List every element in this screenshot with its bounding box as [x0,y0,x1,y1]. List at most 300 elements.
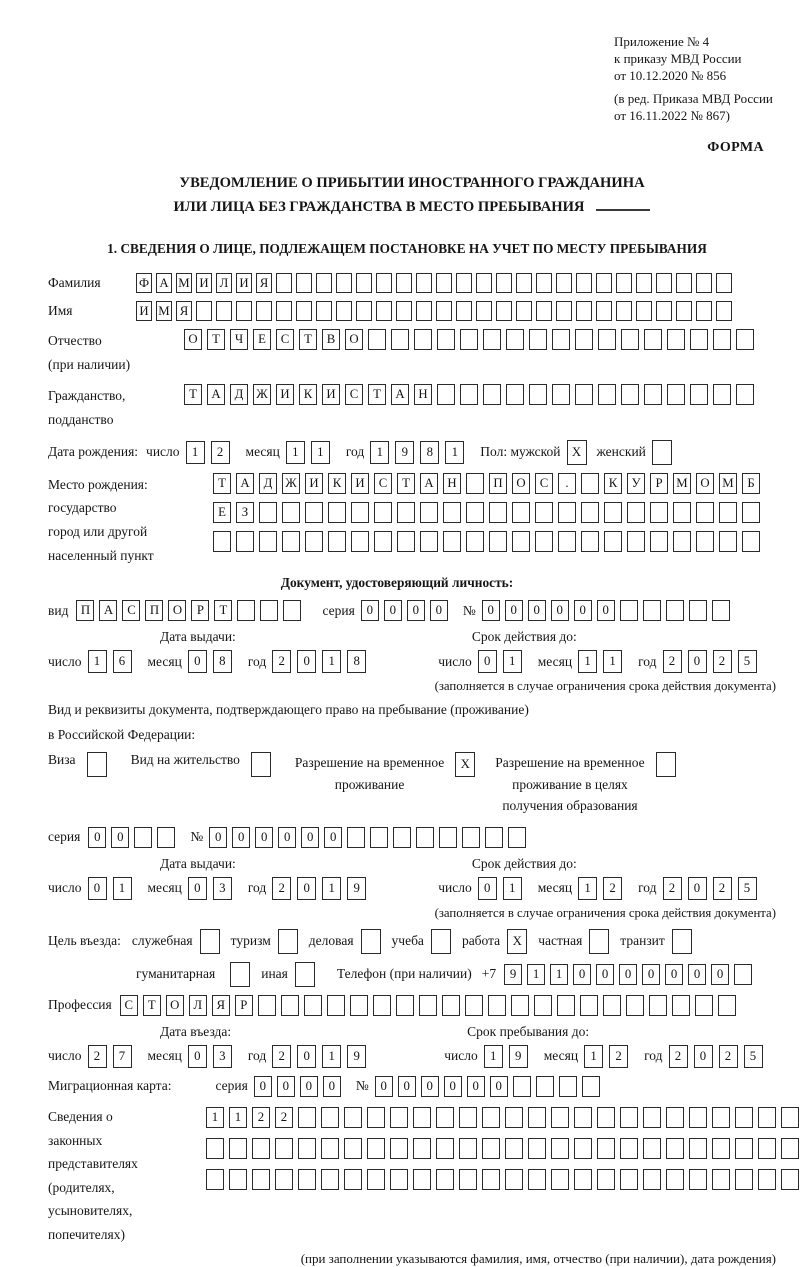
legal-reps-char-box[interactable] [689,1138,707,1159]
legal-reps-char-box[interactable] [367,1107,385,1128]
profession-char-box[interactable] [626,995,644,1016]
entry-year-box[interactable]: 0 [297,1045,316,1068]
surname-char-box[interactable] [696,273,712,293]
birth-place-char-box[interactable]: . [558,473,576,494]
permit-number-box[interactable] [485,827,503,848]
surname-char-box[interactable] [676,273,692,293]
doc-issue-day-box[interactable]: 1 [88,650,107,673]
doc-expiry-year-box[interactable]: 5 [738,650,757,673]
legal-reps-char-box[interactable] [551,1169,569,1190]
citizenship-char-box[interactable]: Ж [253,384,271,405]
surname-char-box[interactable] [716,273,732,293]
permit-number-box[interactable]: 0 [209,827,227,848]
stay-year-box[interactable]: 5 [744,1045,763,1068]
birth-place-char-box[interactable] [512,502,530,523]
permit-series-box[interactable]: 0 [88,827,106,848]
migration-number-box[interactable] [559,1076,577,1097]
surname-char-box[interactable] [596,273,612,293]
birth-place-char-box[interactable] [466,473,484,494]
legal-reps-char-box[interactable] [436,1138,454,1159]
entry-year-box[interactable]: 9 [347,1045,366,1068]
firstname-char-box[interactable] [716,301,732,321]
birth-place-char-box[interactable]: А [420,473,438,494]
profession-char-box[interactable] [511,995,529,1016]
profession-char-box[interactable] [580,995,598,1016]
patronymic-char-box[interactable] [391,329,409,350]
firstname-char-box[interactable] [576,301,592,321]
surname-char-box[interactable]: М [176,273,192,293]
birth-place-char-box[interactable]: И [305,473,323,494]
citizenship-char-box[interactable]: А [207,384,225,405]
legal-reps-char-box[interactable] [436,1169,454,1190]
doc-type-char-box[interactable]: О [168,600,186,621]
legal-reps-char-box[interactable] [482,1107,500,1128]
doc-number-box[interactable]: 0 [551,600,569,621]
permit-number-box[interactable]: 0 [232,827,250,848]
birth-place-char-box[interactable]: П [489,473,507,494]
purpose-work-checkbox[interactable]: X [507,929,527,954]
birth-place-char-box[interactable] [328,502,346,523]
firstname-char-box[interactable] [616,301,632,321]
legal-reps-char-box[interactable] [252,1169,270,1190]
legal-reps-char-box[interactable] [459,1138,477,1159]
citizenship-char-box[interactable] [483,384,501,405]
doc-series-box[interactable]: 0 [384,600,402,621]
surname-char-box[interactable] [416,273,432,293]
legal-reps-char-box[interactable] [689,1169,707,1190]
legal-reps-char-box[interactable] [229,1169,247,1190]
birth-place-char-box[interactable] [535,502,553,523]
stay-year-box[interactable]: 0 [694,1045,713,1068]
birth-place-char-box[interactable] [328,531,346,552]
birth-place-char-box[interactable]: К [604,473,622,494]
stay-day-box[interactable]: 1 [484,1045,503,1068]
profession-char-box[interactable] [695,995,713,1016]
citizenship-char-box[interactable]: Т [368,384,386,405]
legal-reps-char-box[interactable] [229,1138,247,1159]
citizenship-char-box[interactable]: И [276,384,294,405]
entry-month-box[interactable]: 3 [213,1045,232,1068]
legal-reps-char-box[interactable]: 2 [275,1107,293,1128]
birth-year-box[interactable]: 1 [370,441,389,464]
phone-digit-box[interactable]: 0 [711,964,729,985]
citizenship-char-box[interactable]: Т [184,384,202,405]
citizenship-char-box[interactable] [690,384,708,405]
patronymic-char-box[interactable]: Е [253,329,271,350]
migration-series-box[interactable]: 0 [323,1076,341,1097]
patronymic-char-box[interactable] [736,329,754,350]
legal-reps-char-box[interactable] [643,1138,661,1159]
firstname-char-box[interactable] [436,301,452,321]
birth-place-char-box[interactable]: Е [213,502,231,523]
legal-reps-char-box[interactable] [735,1138,753,1159]
legal-reps-char-box[interactable] [643,1107,661,1128]
entry-day-box[interactable]: 2 [88,1045,107,1068]
stay-year-box[interactable]: 2 [719,1045,738,1068]
doc-type-char-box[interactable]: П [145,600,163,621]
birth-place-char-box[interactable] [627,531,645,552]
firstname-char-box[interactable] [296,301,312,321]
permit-series-box[interactable] [157,827,175,848]
profession-char-box[interactable]: Т [143,995,161,1016]
permit-number-box[interactable] [439,827,457,848]
permit-issue-day-box[interactable]: 1 [113,877,132,900]
phone-digit-box[interactable]: 0 [596,964,614,985]
birth-place-char-box[interactable]: Т [397,473,415,494]
patronymic-char-box[interactable]: С [276,329,294,350]
profession-char-box[interactable] [350,995,368,1016]
birth-place-char-box[interactable] [351,531,369,552]
patronymic-char-box[interactable] [529,329,547,350]
migration-number-box[interactable] [536,1076,554,1097]
stay-year-box[interactable]: 2 [669,1045,688,1068]
firstname-char-box[interactable] [656,301,672,321]
firstname-char-box[interactable] [676,301,692,321]
legal-reps-char-box[interactable] [712,1107,730,1128]
male-checkbox[interactable]: X [567,440,587,465]
birth-place-char-box[interactable] [466,502,484,523]
birth-place-char-box[interactable] [420,502,438,523]
doc-number-box[interactable] [712,600,730,621]
surname-char-box[interactable] [356,273,372,293]
legal-reps-char-box[interactable] [574,1169,592,1190]
birth-place-char-box[interactable]: О [512,473,530,494]
surname-char-box[interactable]: Я [256,273,272,293]
legal-reps-char-box[interactable] [643,1169,661,1190]
profession-char-box[interactable] [465,995,483,1016]
birth-place-char-box[interactable] [512,531,530,552]
surname-char-box[interactable] [556,273,572,293]
surname-char-box[interactable] [616,273,632,293]
patronymic-char-box[interactable]: Ч [230,329,248,350]
legal-reps-char-box[interactable] [597,1138,615,1159]
doc-series-box[interactable]: 0 [407,600,425,621]
doc-number-box[interactable] [666,600,684,621]
permit-issue-month-box[interactable]: 0 [188,877,207,900]
citizenship-char-box[interactable]: И [322,384,340,405]
migration-number-box[interactable]: 0 [398,1076,416,1097]
citizenship-char-box[interactable] [667,384,685,405]
migration-series-box[interactable]: 0 [300,1076,318,1097]
profession-char-box[interactable] [281,995,299,1016]
phone-digit-box[interactable]: 0 [619,964,637,985]
legal-reps-char-box[interactable] [620,1169,638,1190]
patronymic-char-box[interactable]: Т [207,329,225,350]
birth-year-box[interactable]: 8 [420,441,439,464]
permit-expiry-year-box[interactable]: 2 [663,877,682,900]
legal-reps-char-box[interactable] [528,1138,546,1159]
birth-place-char-box[interactable] [696,502,714,523]
profession-char-box[interactable] [396,995,414,1016]
birth-place-char-box[interactable] [696,531,714,552]
surname-char-box[interactable] [316,273,332,293]
profession-char-box[interactable]: С [120,995,138,1016]
legal-reps-char-box[interactable] [252,1138,270,1159]
patronymic-char-box[interactable] [414,329,432,350]
purpose-tourism-checkbox[interactable] [278,929,298,954]
doc-type-char-box[interactable]: С [122,600,140,621]
patronymic-char-box[interactable] [368,329,386,350]
doc-number-box[interactable]: 0 [528,600,546,621]
legal-reps-char-box[interactable] [666,1107,684,1128]
profession-char-box[interactable] [718,995,736,1016]
legal-reps-char-box[interactable] [367,1138,385,1159]
permit-number-box[interactable] [416,827,434,848]
legal-reps-char-box[interactable]: 1 [229,1107,247,1128]
birth-place-char-box[interactable] [535,531,553,552]
patronymic-char-box[interactable]: Т [299,329,317,350]
surname-char-box[interactable]: Ф [136,273,152,293]
permit-issue-year-box[interactable]: 0 [297,877,316,900]
birth-place-char-box[interactable]: З [236,502,254,523]
legal-reps-char-box[interactable] [344,1169,362,1190]
birth-month-box[interactable]: 1 [311,441,330,464]
surname-char-box[interactable]: Л [216,273,232,293]
doc-type-char-box[interactable]: Т [214,600,232,621]
firstname-char-box[interactable] [416,301,432,321]
birth-place-char-box[interactable]: О [696,473,714,494]
profession-char-box[interactable]: Л [189,995,207,1016]
citizenship-char-box[interactable]: К [299,384,317,405]
surname-char-box[interactable] [496,273,512,293]
phone-digit-box[interactable] [734,964,752,985]
legal-reps-char-box[interactable] [505,1138,523,1159]
legal-reps-char-box[interactable] [344,1138,362,1159]
phone-digit-box[interactable]: 0 [573,964,591,985]
residence-permit-checkbox[interactable] [251,752,271,777]
permit-series-box[interactable] [134,827,152,848]
legal-reps-char-box[interactable] [758,1107,776,1128]
birth-place-char-box[interactable] [673,531,691,552]
doc-issue-year-box[interactable]: 0 [297,650,316,673]
patronymic-char-box[interactable]: В [322,329,340,350]
doc-issue-year-box[interactable]: 1 [322,650,341,673]
permit-expiry-month-box[interactable]: 1 [578,877,597,900]
birth-place-char-box[interactable]: И [351,473,369,494]
citizenship-char-box[interactable] [460,384,478,405]
doc-number-box[interactable]: 0 [574,600,592,621]
profession-char-box[interactable] [603,995,621,1016]
citizenship-char-box[interactable]: А [391,384,409,405]
citizenship-char-box[interactable]: Д [230,384,248,405]
profession-char-box[interactable]: Р [235,995,253,1016]
legal-reps-char-box[interactable]: 1 [206,1107,224,1128]
profession-char-box[interactable] [258,995,276,1016]
legal-reps-char-box[interactable] [551,1138,569,1159]
firstname-char-box[interactable]: М [156,301,172,321]
legal-reps-char-box[interactable] [597,1107,615,1128]
firstname-char-box[interactable] [536,301,552,321]
edu-permit-checkbox[interactable] [656,752,676,777]
migration-number-box[interactable]: 0 [444,1076,462,1097]
surname-char-box[interactable] [636,273,652,293]
birth-year-box[interactable]: 9 [395,441,414,464]
doc-expiry-year-box[interactable]: 2 [663,650,682,673]
permit-expiry-day-box[interactable]: 1 [503,877,522,900]
surname-char-box[interactable] [296,273,312,293]
permit-expiry-year-box[interactable]: 0 [688,877,707,900]
legal-reps-char-box[interactable] [505,1107,523,1128]
birth-place-char-box[interactable]: Н [443,473,461,494]
firstname-char-box[interactable] [336,301,352,321]
firstname-char-box[interactable] [376,301,392,321]
legal-reps-char-box[interactable] [413,1138,431,1159]
birth-place-char-box[interactable]: У [627,473,645,494]
migration-number-box[interactable]: 0 [421,1076,439,1097]
surname-char-box[interactable] [656,273,672,293]
doc-number-box[interactable]: 0 [505,600,523,621]
patronymic-char-box[interactable] [621,329,639,350]
legal-reps-char-box[interactable] [298,1138,316,1159]
stay-month-box[interactable]: 1 [584,1045,603,1068]
patronymic-char-box[interactable]: О [184,329,202,350]
phone-digit-box[interactable]: 0 [688,964,706,985]
patronymic-char-box[interactable] [690,329,708,350]
legal-reps-char-box[interactable] [758,1169,776,1190]
legal-reps-char-box[interactable] [505,1169,523,1190]
legal-reps-char-box[interactable] [275,1169,293,1190]
stay-month-box[interactable]: 2 [609,1045,628,1068]
profession-char-box[interactable] [557,995,575,1016]
doc-expiry-year-box[interactable]: 0 [688,650,707,673]
birth-place-char-box[interactable]: С [374,473,392,494]
birth-place-char-box[interactable] [466,531,484,552]
birth-year-box[interactable]: 1 [445,441,464,464]
surname-char-box[interactable] [376,273,392,293]
surname-char-box[interactable] [536,273,552,293]
birth-place-char-box[interactable] [489,531,507,552]
legal-reps-char-box[interactable] [781,1107,799,1128]
permit-number-box[interactable] [508,827,526,848]
patronymic-char-box[interactable] [483,329,501,350]
migration-number-box[interactable]: 0 [467,1076,485,1097]
surname-char-box[interactable]: И [196,273,212,293]
birth-place-char-box[interactable] [420,531,438,552]
citizenship-char-box[interactable]: Н [414,384,432,405]
citizenship-char-box[interactable]: С [345,384,363,405]
profession-char-box[interactable] [304,995,322,1016]
legal-reps-char-box[interactable] [620,1138,638,1159]
patronymic-char-box[interactable] [667,329,685,350]
phone-digit-box[interactable]: 9 [504,964,522,985]
birth-place-char-box[interactable] [351,502,369,523]
visa-checkbox[interactable] [87,752,107,777]
doc-series-box[interactable]: 0 [430,600,448,621]
surname-char-box[interactable]: И [236,273,252,293]
birth-place-char-box[interactable] [673,502,691,523]
birth-place-char-box[interactable] [397,502,415,523]
patronymic-char-box[interactable] [644,329,662,350]
legal-reps-char-box[interactable] [459,1169,477,1190]
citizenship-char-box[interactable] [736,384,754,405]
surname-char-box[interactable] [276,273,292,293]
migration-number-box[interactable]: 0 [375,1076,393,1097]
patronymic-char-box[interactable] [598,329,616,350]
firstname-char-box[interactable] [196,301,212,321]
legal-reps-char-box[interactable] [344,1107,362,1128]
doc-expiry-year-box[interactable]: 2 [713,650,732,673]
legal-reps-char-box[interactable] [666,1138,684,1159]
legal-reps-char-box[interactable] [275,1138,293,1159]
birth-place-char-box[interactable]: К [328,473,346,494]
permit-issue-year-box[interactable]: 9 [347,877,366,900]
citizenship-char-box[interactable] [529,384,547,405]
birth-place-char-box[interactable] [719,502,737,523]
permit-expiry-day-box[interactable]: 0 [478,877,497,900]
legal-reps-char-box[interactable] [551,1107,569,1128]
profession-char-box[interactable] [327,995,345,1016]
patronymic-char-box[interactable] [713,329,731,350]
patronymic-char-box[interactable] [575,329,593,350]
doc-type-char-box[interactable] [260,600,278,621]
legal-reps-char-box[interactable]: 2 [252,1107,270,1128]
firstname-char-box[interactable] [476,301,492,321]
legal-reps-char-box[interactable] [413,1107,431,1128]
migration-number-box[interactable]: 0 [490,1076,508,1097]
permit-expiry-year-box[interactable]: 2 [713,877,732,900]
birth-place-char-box[interactable]: М [673,473,691,494]
birth-place-char-box[interactable] [604,531,622,552]
legal-reps-char-box[interactable] [689,1107,707,1128]
legal-reps-char-box[interactable] [436,1107,454,1128]
firstname-char-box[interactable] [396,301,412,321]
legal-reps-char-box[interactable] [206,1138,224,1159]
citizenship-char-box[interactable] [598,384,616,405]
legal-reps-char-box[interactable] [482,1138,500,1159]
doc-issue-year-box[interactable]: 2 [272,650,291,673]
legal-reps-char-box[interactable] [620,1107,638,1128]
permit-number-box[interactable] [393,827,411,848]
permit-number-box[interactable] [370,827,388,848]
entry-day-box[interactable]: 7 [113,1045,132,1068]
birth-place-char-box[interactable] [397,531,415,552]
birth-place-char-box[interactable] [558,502,576,523]
migration-series-box[interactable]: 0 [254,1076,272,1097]
legal-reps-char-box[interactable] [298,1169,316,1190]
patronymic-char-box[interactable] [506,329,524,350]
doc-issue-month-box[interactable]: 8 [213,650,232,673]
citizenship-char-box[interactable] [575,384,593,405]
migration-number-box[interactable] [582,1076,600,1097]
firstname-char-box[interactable] [696,301,712,321]
permit-number-box[interactable]: 0 [301,827,319,848]
doc-number-box[interactable] [643,600,661,621]
firstname-char-box[interactable] [256,301,272,321]
birth-place-char-box[interactable] [627,502,645,523]
birth-place-char-box[interactable]: Б [742,473,760,494]
permit-issue-day-box[interactable]: 0 [88,877,107,900]
legal-reps-char-box[interactable] [597,1169,615,1190]
firstname-char-box[interactable] [276,301,292,321]
entry-year-box[interactable]: 1 [322,1045,341,1068]
birth-place-char-box[interactable] [213,531,231,552]
doc-number-box[interactable] [689,600,707,621]
surname-char-box[interactable] [436,273,452,293]
firstname-char-box[interactable] [516,301,532,321]
firstname-char-box[interactable] [596,301,612,321]
legal-reps-char-box[interactable] [321,1107,339,1128]
legal-reps-char-box[interactable] [482,1169,500,1190]
profession-char-box[interactable] [672,995,690,1016]
doc-issue-year-box[interactable]: 8 [347,650,366,673]
permit-expiry-year-box[interactable]: 5 [738,877,757,900]
purpose-business-checkbox[interactable] [361,929,381,954]
legal-reps-char-box[interactable] [413,1169,431,1190]
permit-expiry-month-box[interactable]: 2 [603,877,622,900]
birth-place-char-box[interactable] [305,531,323,552]
legal-reps-char-box[interactable] [298,1107,316,1128]
birth-place-char-box[interactable] [282,531,300,552]
